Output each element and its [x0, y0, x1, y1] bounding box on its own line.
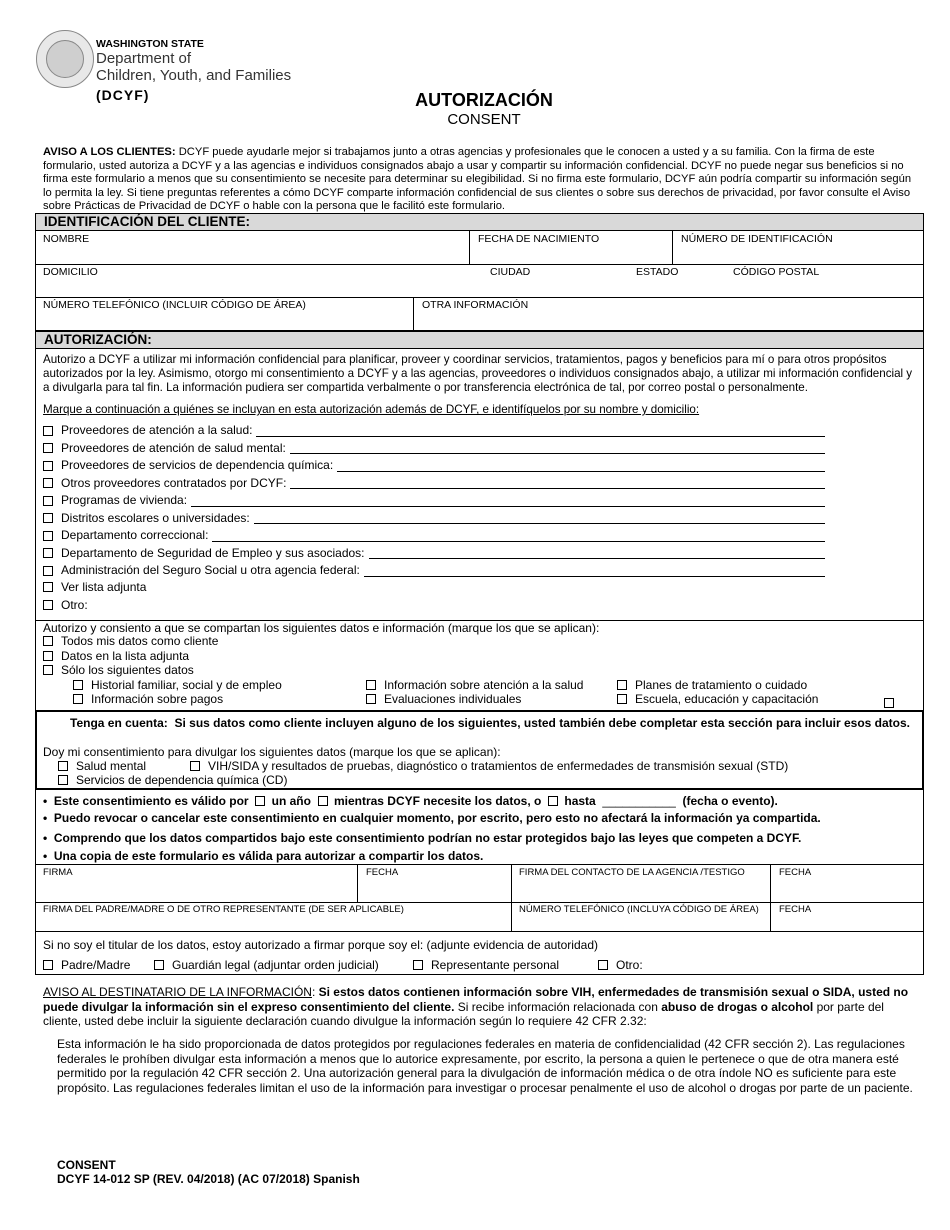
role-option[interactable]: Guardián legal (adjuntar orden judicial) [154, 958, 379, 972]
authority-line: Si no soy el titular de los datos, estoy autorizado a firmar porque soy el: (adjunte evidencia de autoridad) [43, 938, 598, 952]
party-row[interactable]: Departamento de Seguridad de Empleo y sus asociados: [43, 545, 825, 563]
chemical-option[interactable]: Servicios de dependencia química (CD) [58, 773, 287, 787]
name-field[interactable]: NOMBRE [43, 233, 90, 245]
signature-field[interactable]: FIRMA [43, 867, 73, 878]
party-row[interactable]: Distritos escolares o universidades: [43, 510, 825, 528]
sub-option[interactable]: Evaluaciones individuales [366, 692, 521, 707]
client-section-header: IDENTIFICACIÓN DEL CLIENTE: [35, 213, 924, 231]
federal-statement: Esta información le ha sido proporcionada de datos protegidos por regulaciones federales en materia de confidencialidad (42 CFR sección 2). Las regulaciones federales le prohíben divulgar esta información a menos que lo autorice expresamente, por escrito, la persona a quien le pertenece o que de otra manera esté permitido por la regulación 42 CFR sección 2. Una autorización general para la divulgación de información médica o de otra índole NO es suficiente para este propósito. Las regulaciones federales limitan el uso de la información para investigar o procesar penalmente el uso de alcohol o drogas por parte de un paciente. [57, 1037, 913, 1095]
date-field[interactable]: FECHA [366, 867, 399, 878]
agency-abbr: (DCYF) [96, 87, 150, 103]
party-row[interactable]: Departamento correccional: [43, 527, 825, 545]
revoke-bullet: • Puedo revocar o cancelar este consentimiento en cualquier momento, por escrito, pero esto no afectará la información ya compartida. [43, 811, 821, 825]
data-option[interactable]: Sólo los siguientes datos [43, 663, 218, 678]
agency-name: Department of Children, Youth, and Families [96, 50, 292, 84]
page-title: AUTORIZACIÓN [415, 90, 553, 110]
other-party-row[interactable]: Otro: [43, 597, 825, 615]
client-fields [35, 230, 924, 331]
party-row[interactable]: Programas de vivienda: [43, 492, 825, 510]
phone-number-field[interactable]: NÚMERO TELEFÓNICO (INCLUYA CÓDIGO DE ÁREA) [519, 904, 759, 915]
role-option[interactable]: Representante personal [413, 958, 559, 972]
recipient-notice: AVISO AL DESTINATARIO DE LA INFORMACIÓN: Si estos datos contienen información sobre VIH, enfermedades de transmisión sexual o SIDA, usted no puede divulgar la información sin el expreso consentimiento del cliente. Si recibe información relacionada con abuso de drogas o alcohol por parte del cliente, usted debe incluir la siguiente declaración cuando divulgue la información según lo requiere 42 CFR 2.32: [43, 985, 909, 1028]
checkbox[interactable] [43, 582, 53, 592]
checkbox[interactable] [43, 426, 53, 436]
party-row[interactable]: Proveedores de atención de salud mental: [43, 440, 825, 458]
sub-option[interactable]: Historial familiar, social y de empleo [73, 678, 282, 693]
city-field[interactable]: CIUDAD [490, 266, 531, 278]
mental-health-option[interactable]: Salud mental [58, 759, 146, 773]
agency-date-field[interactable]: FECHA [779, 867, 812, 878]
data-options [43, 634, 218, 678]
state-field[interactable]: ESTADO [636, 266, 679, 278]
client-notice: AVISO A LOS CLIENTES: DCYF puede ayudarle mejor si trabajamos junto a otras agencias y profesionales que le conocen a usted y a su familia. Con la firma de este formulario, usted autoriza a DCYF y a las agencias e individuos consignados abajo a usar y compartir su información confidencial. DCYF no puede negar sus beneficios si no firma este formulario a menos que su consentimiento se necesite para determinar su elegibilidad. Si no firma este formulario, DCYF aún podría compartir su información según lo permita la ley. Si tiene preguntas referentes a cómo DCYF comparte información confidencial de sus clientes o sobre sus derechos de privacidad, por favor consulte el Aviso sobre Prácticas de Privacidad de DCYF o hable con la persona que le facilitó este formulario. [43, 146, 912, 213]
data-sharing-intro: Autorizo y consiento a que se compartan los siguientes datos e información (marque los que se aplican): [43, 621, 600, 635]
understand-bullet: • Comprendo que los datos compartidos bajo este consentimiento podrían no estar protegidos bajo las leyes que competen a DCYF. [43, 831, 802, 845]
zip-field[interactable]: CÓDIGO POSTAL [733, 266, 820, 278]
agency-state: WASHINGTON STATE [96, 38, 204, 50]
page-subtitle: CONSENT [447, 111, 521, 128]
sensitive-note: Tenga en cuenta: Si sus datos como cliente incluyen alguno de los siguientes, usted también debe completar esta sección para incluir esos datos. [70, 716, 911, 730]
see-list-row[interactable]: Ver lista adjunta [43, 580, 825, 595]
sub-option[interactable]: Información sobre pagos [73, 692, 223, 707]
sensitive-consent-line: Doy mi consentimiento para divulgar los siguientes datos (marque los que se aplican): [43, 745, 501, 759]
agency-contact-field[interactable]: FIRMA DEL CONTACTO DE LA AGENCIA /TESTIGO [519, 867, 745, 878]
parties-list [43, 422, 825, 614]
checkbox[interactable] [43, 461, 53, 471]
sub-option[interactable]: Escuela, educación y capacitación [617, 692, 818, 707]
checkbox[interactable] [43, 636, 53, 646]
party-row[interactable]: Proveedores de atención a la salud: [43, 422, 825, 440]
checkbox[interactable] [43, 548, 53, 558]
phone-field[interactable]: NÚMERO TELEFÓNICO (INCLUIR CÓDIGO DE ÁREA) [43, 299, 306, 311]
id-number-field[interactable]: NÚMERO DE IDENTIFICACIÓN [681, 233, 833, 245]
checkbox[interactable] [43, 531, 53, 541]
checkbox[interactable] [43, 600, 53, 610]
validity-bullet: • Este consentimiento es válido por un año mientras DCYF necesite los datos, o hasta ___________ (fecha o evento). [43, 794, 778, 808]
role-option[interactable]: Otro: [598, 958, 643, 972]
checkbox[interactable] [43, 651, 53, 661]
checkbox[interactable] [43, 478, 53, 488]
form-footer: CONSENT DCYF 14-012 SP (REV. 04/2018) (AC 07/2018) Spanish [57, 1158, 360, 1186]
other-info-field[interactable]: OTRA INFORMACIÓN [422, 299, 529, 311]
parent-signature-field[interactable]: FIRMA DEL PADRE/MADRE O DE OTRO REPRESENTANTE (DE SER APLICABLE) [43, 904, 404, 915]
hiv-option[interactable]: VIH/SIDA y resultados de pruebas, diagnóstico o tratamientos de enfermedades de transmisión sexual (STD) [190, 759, 788, 773]
checkbox[interactable] [43, 496, 53, 506]
sub-option[interactable]: Planes de tratamiento o cuidado [617, 678, 807, 693]
address-field[interactable]: DOMICILIO [43, 266, 98, 278]
party-row[interactable]: Otros proveedores contratados por DCYF: [43, 475, 825, 493]
checkbox[interactable] [43, 443, 53, 453]
checkbox[interactable] [43, 566, 53, 576]
checkbox[interactable] [43, 665, 53, 675]
data-option[interactable]: Todos mis datos como cliente [43, 634, 218, 649]
authorization-section-header: AUTORIZACIÓN: [35, 331, 924, 349]
checkbox[interactable] [43, 513, 53, 523]
parties-instruction: Marque a continuación a quiénes se incluyan en esta autorización además de DCYF, e identifíquelos por su nombre y domicilio: [43, 403, 700, 416]
parent-date-field[interactable]: FECHA [779, 904, 812, 915]
authorization-paragraph: Autorizo a DCYF a utilizar mi información confidencial para planificar, proveer y coordinar servicios, tratamientos, pagos y beneficios para mí o para otros propósitos autorizados por la ley. Asimismo, otorgo mi consentimiento a DCYF y a las agencias, proveedores o individuos consignados abajo, a utilizar mi información confidencial y a divulgarla para tal fin. La información pudiera ser compartida verbalmente o por transferencia electrónica de tal, por correo postal o personalmente. [43, 353, 913, 394]
state-seal-icon [36, 30, 94, 88]
dob-field[interactable]: FECHA DE NACIMIENTO [478, 233, 600, 245]
sub-option[interactable]: Información sobre atención a la salud [366, 678, 583, 693]
party-row[interactable]: Proveedores de servicios de dependencia química: [43, 457, 825, 475]
data-option[interactable]: Datos en la lista adjunta [43, 649, 218, 664]
copy-bullet: • Una copia de este formulario es válida para autorizar a compartir los datos. [43, 849, 484, 863]
party-row[interactable]: Administración del Seguro Social u otra agencia federal: [43, 562, 825, 580]
role-option[interactable]: Padre/Madre [43, 958, 130, 972]
